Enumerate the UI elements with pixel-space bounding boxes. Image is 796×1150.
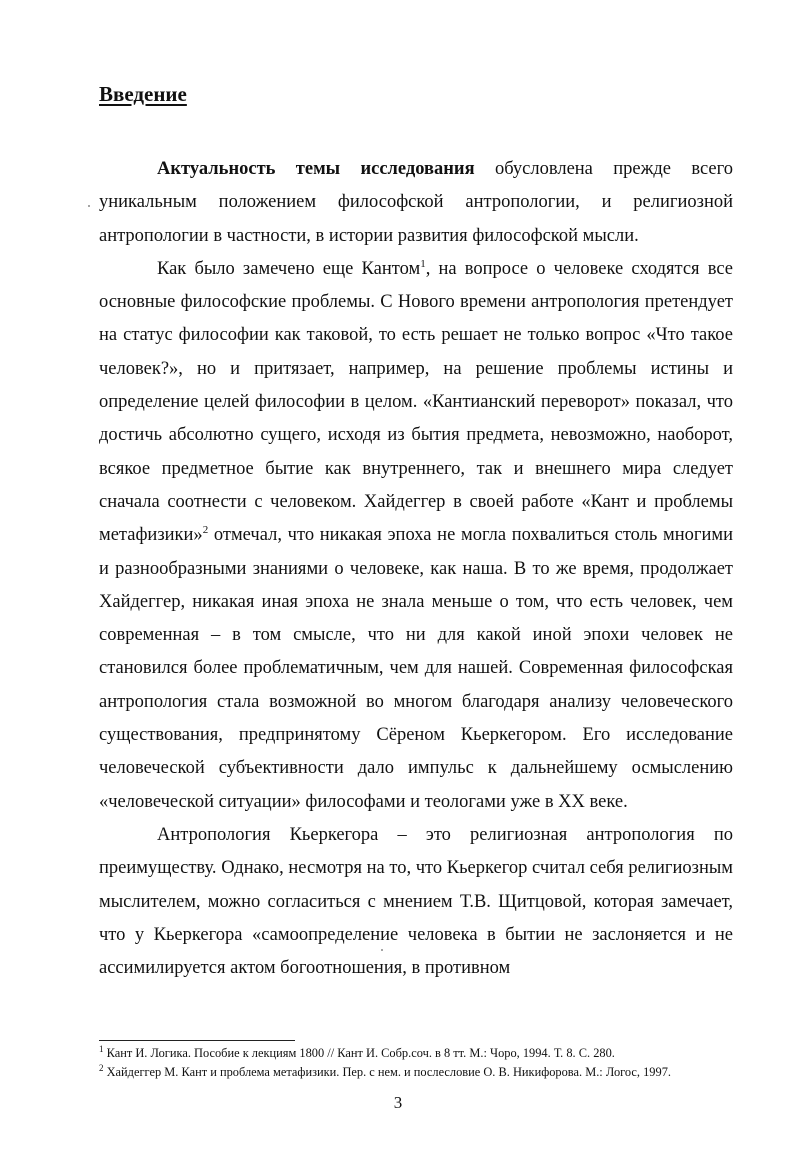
footnote-text: Хайдеггер М. Кант и проблема метафизики. Пер. с нем. и послесловие О. В. Никифорова. М.: Логос, 1997. [103, 1065, 671, 1079]
footnote-ref-1: 1 [420, 257, 426, 270]
paragraph-bold-lead: Актуальность темы исследования [157, 159, 475, 179]
body-text [99, 153, 733, 985]
paragraph-relevance [99, 153, 733, 253]
page-number: 3 [393, 1093, 403, 1112]
footnote-mark: 2 [99, 1062, 104, 1073]
paragraph-text: обусловлена прежде всего уникальным положением философской антропологии, и религиозной антропологии в частности, в истории развития философской мысли. [99, 159, 733, 246]
scan-speck [381, 949, 383, 951]
paragraph-text: Антропология Кьеркегора – это религиозная антропология по преимуществу. Однако, несмотря на то, что Кьеркегор считал себя религиозным мыслителем, можно согласиться с мнением Т.В. Щитцовой, которая замечает, что у Кьеркегора «самоопределение человека в бытии не заслоняется и не ассимилируется актом богоотношения, в противном [99, 824, 733, 979]
paragraph-kant [99, 253, 733, 819]
footnote-text: Кант И. Логика. Пособие к лекциям 1800 // Кант И. Собр.соч. в 8 тт. М.: Чоро, 1994. Т. 8. С. 280. [103, 1046, 615, 1060]
footnote-2 [99, 1063, 739, 1082]
paragraph-kierkegaard [99, 819, 733, 985]
paragraph-text: Как было замечено еще Кантом [157, 258, 421, 279]
footnote-mark: 1 [99, 1043, 104, 1054]
footnote-divider [99, 1040, 295, 1041]
scan-speck [88, 205, 90, 207]
paragraph-text: , на вопросе о человеке сходятся все основные философские проблемы. С Нового времени антропология претендует на статус философии как таковой, то есть решает не только вопрос «Что такое человек?», но и притязает, например, на решение проблемы истины и определение целей философии в целом. «Кантианский переворот» показал, что достичь абсолютно сущего, исходя из бытия предмета, невозможно, наоборот, всякое предметное бытие как внутреннего, так и внешнего мира следует сначала соотнести с человеком. Хайдеггер в своей работе «Кант и проблемы метафизики» [99, 258, 733, 546]
footnote-ref-2: 2 [202, 524, 209, 537]
footnotes [99, 1044, 739, 1082]
footnote-1 [99, 1044, 739, 1063]
section-heading: Введение [99, 82, 187, 106]
paragraph-text: отмечал, что никакая эпоха не могла похвалиться столь многими и разнообразными знаниями о человеке, как наша. В то же время, продолжает Хайдеггер, никакая иная эпоха не знала меньше о том, что есть человек, чем современная – в том смысле, что ни для какой иной эпохи человек не становился более проблематичным, чем для нашей. Современная философская антропология стала возможной во многом благодаря анализу человеческого существования, предпринятому Сёреном Кьеркегором. Его исследование человеческой субъективности дало импульс к дальнейшему осмыслению «человеческой ситуации» философами и теологами уже в XX веке. [99, 525, 733, 812]
